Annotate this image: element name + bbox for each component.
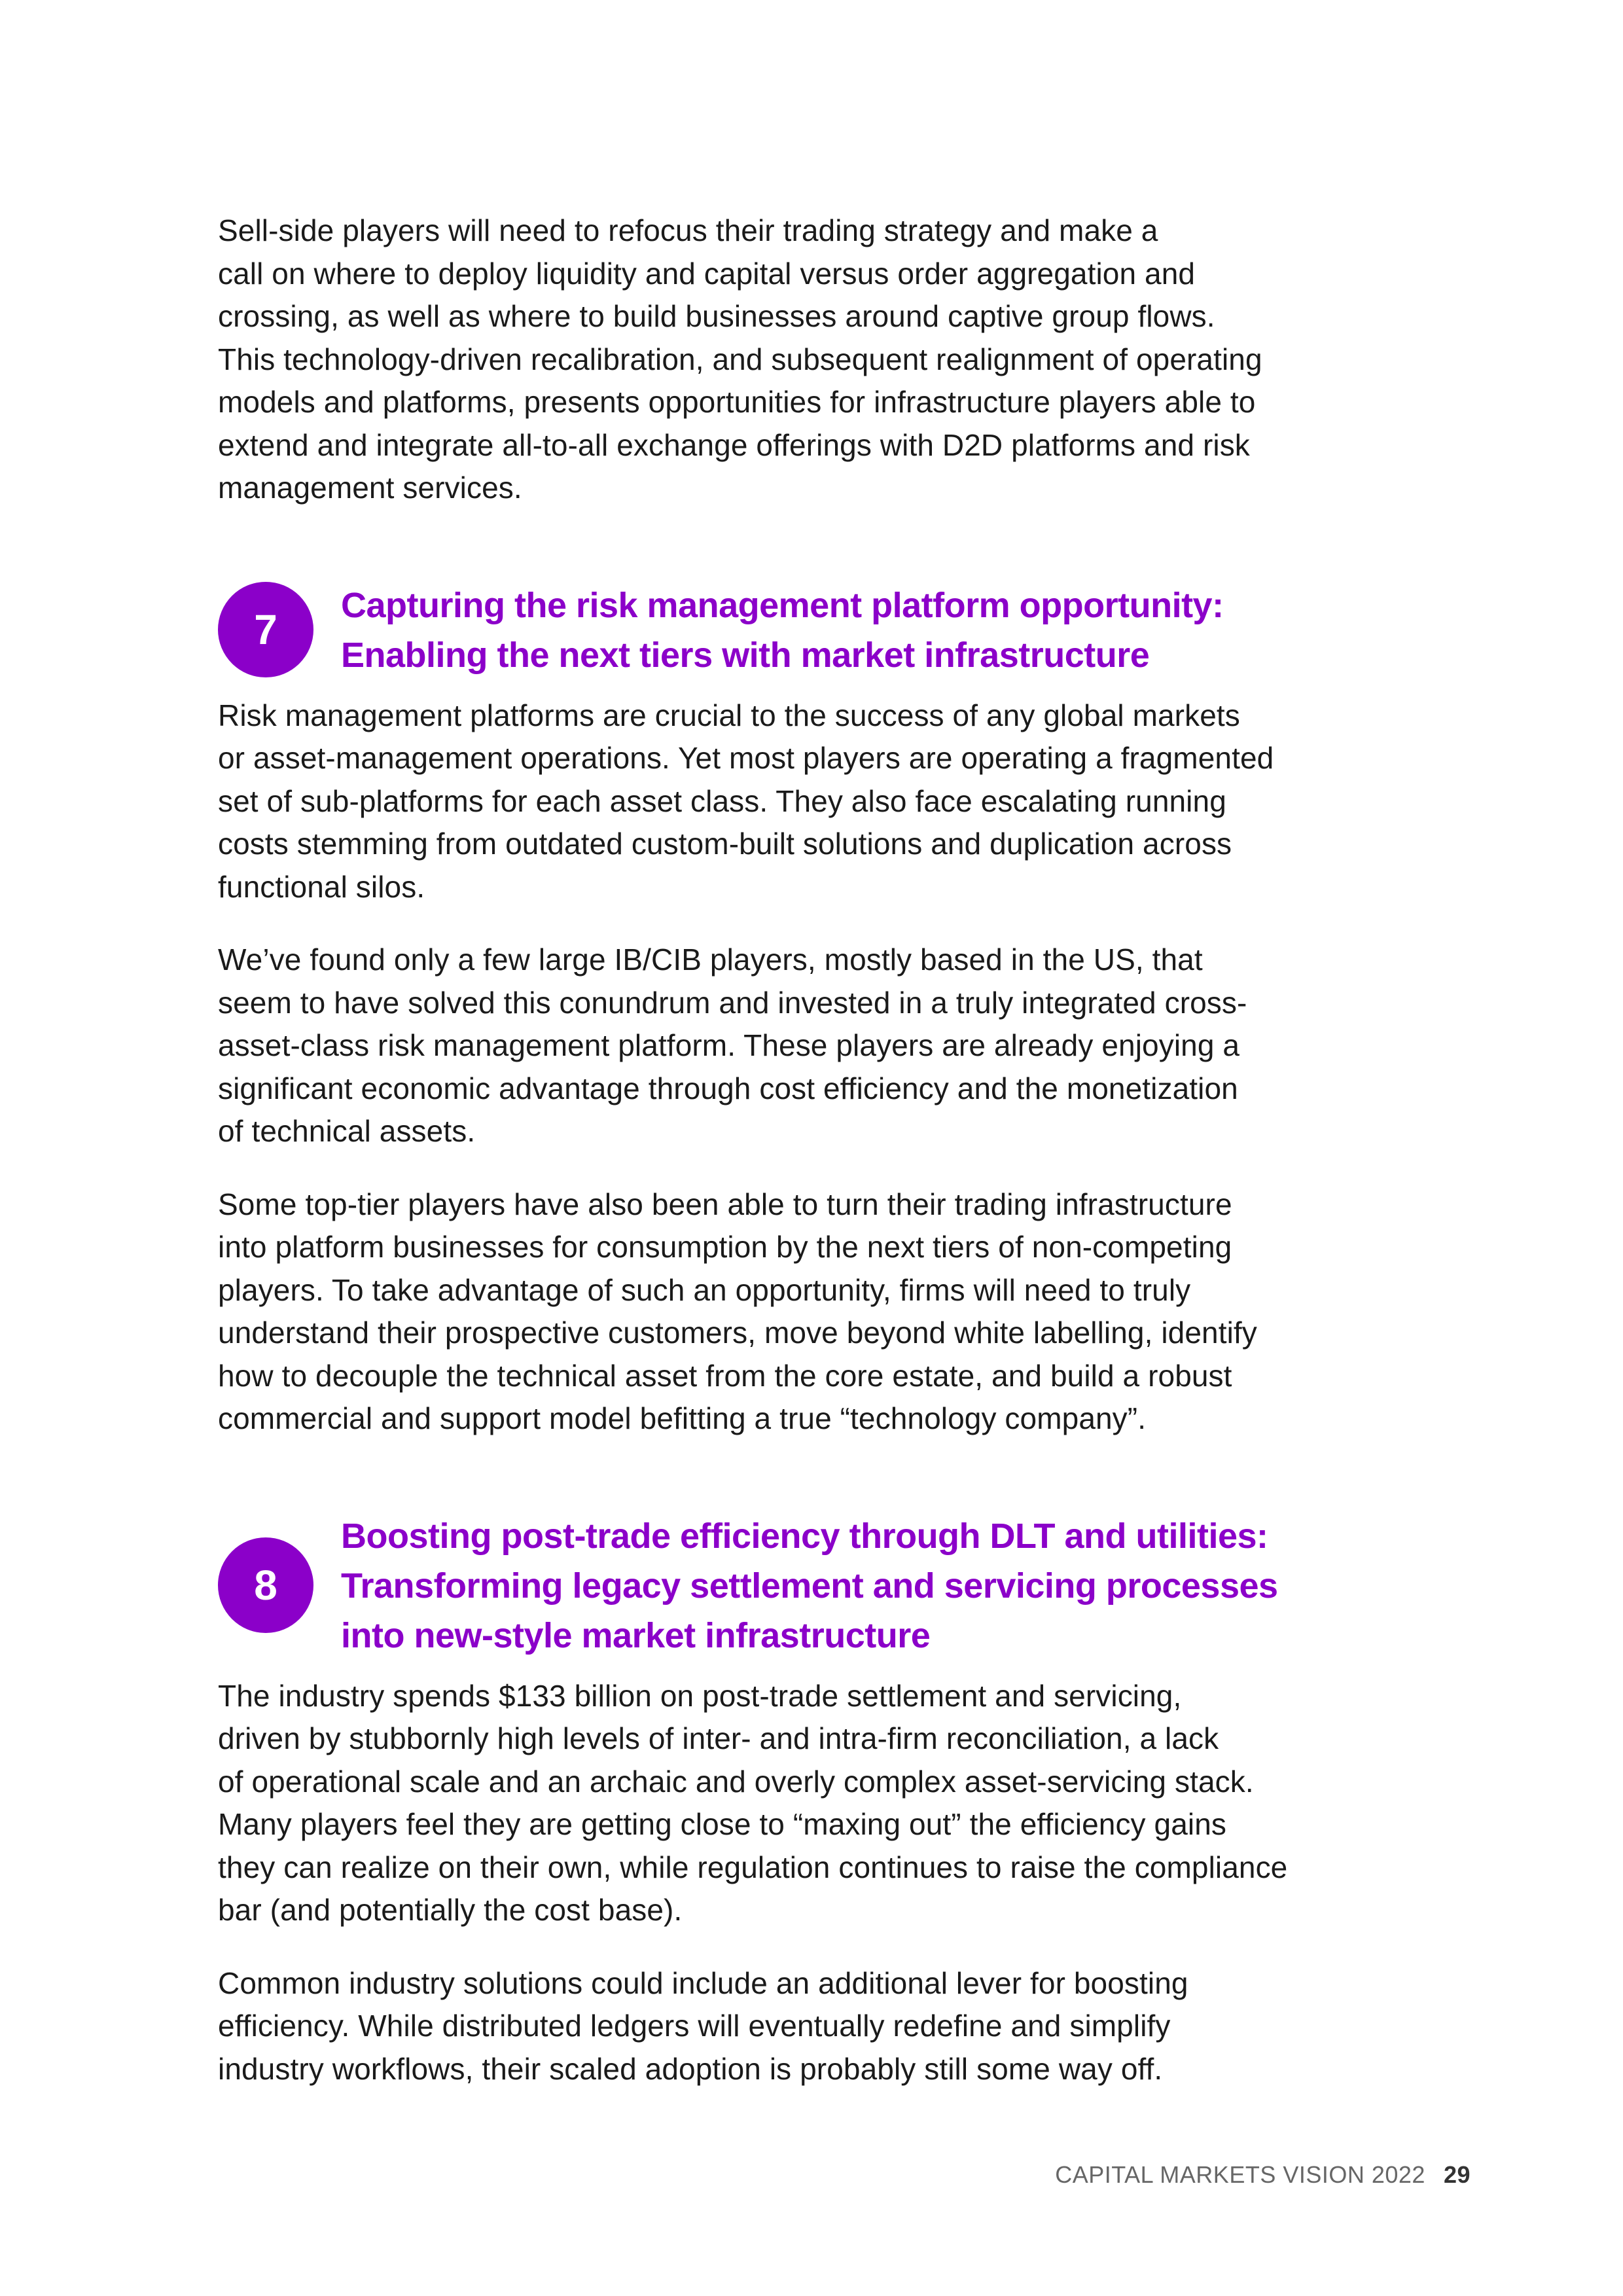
text-line: players. To take advantage of such an opportunity, firms will need to truly xyxy=(218,1272,1191,1307)
section-7 xyxy=(218,581,1370,680)
text-line: asset-class risk management platform. These players are already enjoying a xyxy=(218,1028,1240,1062)
text-line: of technical assets. xyxy=(218,1114,476,1148)
text-line: crossing, as well as where to build businesses around captive group flows. xyxy=(218,299,1215,333)
page-footer xyxy=(1055,2161,1471,2189)
text-line: Risk management platforms are crucial to the success of any global markets xyxy=(218,698,1240,732)
text-line: set of sub-platforms for each asset class. They also face escalating running xyxy=(218,783,1226,818)
text-line: models and platforms, presents opportunities for infrastructure players able to xyxy=(218,385,1256,419)
text-line: This technology-driven recalibration, and subsequent realignment of operating xyxy=(218,342,1262,376)
text-line: or asset-management operations. Yet most players are operating a fragmented xyxy=(218,741,1274,775)
text-line: significant economic advantage through cost efficiency and the monetization xyxy=(218,1071,1238,1105)
intro-paragraph xyxy=(218,209,1370,510)
text-line: Capturing the risk management platform opportunity: xyxy=(341,585,1224,625)
text-line: Many players feel they are getting close to “maxing out” the efficiency gains xyxy=(218,1807,1226,1841)
section-heading xyxy=(341,1511,1370,1660)
section-7-body xyxy=(218,694,1370,1441)
section-8 xyxy=(218,1511,1370,1660)
text-line: driven by stubbornly high levels of inter- and intra-firm reconciliation, a lack xyxy=(218,1721,1219,1755)
text-line: understand their prospective customers, move beyond white labelling, identify xyxy=(218,1316,1257,1350)
section-number-badge: 8 xyxy=(218,1537,313,1633)
text-line: functional silos. xyxy=(218,869,425,904)
text-line: they can realize on their own, while regulation continues to raise the compliance xyxy=(218,1850,1288,1884)
text-line: The industry spends $133 billion on post-trade settlement and servicing, xyxy=(218,1678,1182,1713)
text-line: Common industry solutions could include an additional lever for boosting xyxy=(218,1965,1188,2000)
text-line: extend and integrate all-to-all exchange offerings with D2D platforms and risk xyxy=(218,427,1250,462)
text-line: Enabling the next tiers with market infrastructure xyxy=(341,635,1150,675)
body-paragraph xyxy=(218,939,1370,1153)
body-paragraph xyxy=(218,694,1370,909)
page-content xyxy=(218,209,1370,2090)
text-line: Sell-side players will need to refocus their trading strategy and make a xyxy=(218,213,1158,247)
text-line: call on where to deploy liquidity and capital versus order aggregation and xyxy=(218,256,1196,291)
text-line: efficiency. While distributed ledgers will eventually redefine and simplify xyxy=(218,2009,1171,2043)
section-8-body xyxy=(218,1675,1370,2091)
text-line: Boosting post-trade efficiency through DLT and utilities: xyxy=(341,1516,1268,1556)
text-line: into platform businesses for consumption by the next tiers of non-competing xyxy=(218,1230,1232,1264)
text-line: We’ve found only a few large IB/CIB players, mostly based in the US, that xyxy=(218,942,1203,977)
section-heading xyxy=(341,581,1370,680)
text-line: management services. xyxy=(218,471,522,505)
text-line: costs stemming from outdated custom-built solutions and duplication across xyxy=(218,827,1232,861)
text-line: of operational scale and an archaic and overly complex asset-servicing stack. xyxy=(218,1764,1254,1799)
text-line: commercial and support model befitting a true “technology company”. xyxy=(218,1401,1147,1435)
text-line: Some top-tier players have also been able to turn their trading infrastructure xyxy=(218,1187,1232,1221)
body-paragraph xyxy=(218,1675,1370,1932)
text-line: industry workflows, their scaled adoption is probably still some way off. xyxy=(218,2051,1163,2086)
text-line: how to decouple the technical asset from the core estate, and build a robust xyxy=(218,1358,1232,1393)
page-number: 29 xyxy=(1443,2161,1471,2188)
text-line: Transforming legacy settlement and servicing processes xyxy=(341,1566,1278,1605)
section-number-badge: 7 xyxy=(218,582,313,677)
text-line: bar (and potentially the cost base). xyxy=(218,1893,683,1927)
body-paragraph xyxy=(218,1962,1370,2091)
text-line: seem to have solved this conundrum and invested in a truly integrated cross- xyxy=(218,985,1247,1020)
text-line: into new-style market infrastructure xyxy=(341,1615,931,1655)
publication-title: CAPITAL MARKETS VISION 2022 xyxy=(1055,2161,1425,2188)
body-paragraph xyxy=(218,1183,1370,1441)
